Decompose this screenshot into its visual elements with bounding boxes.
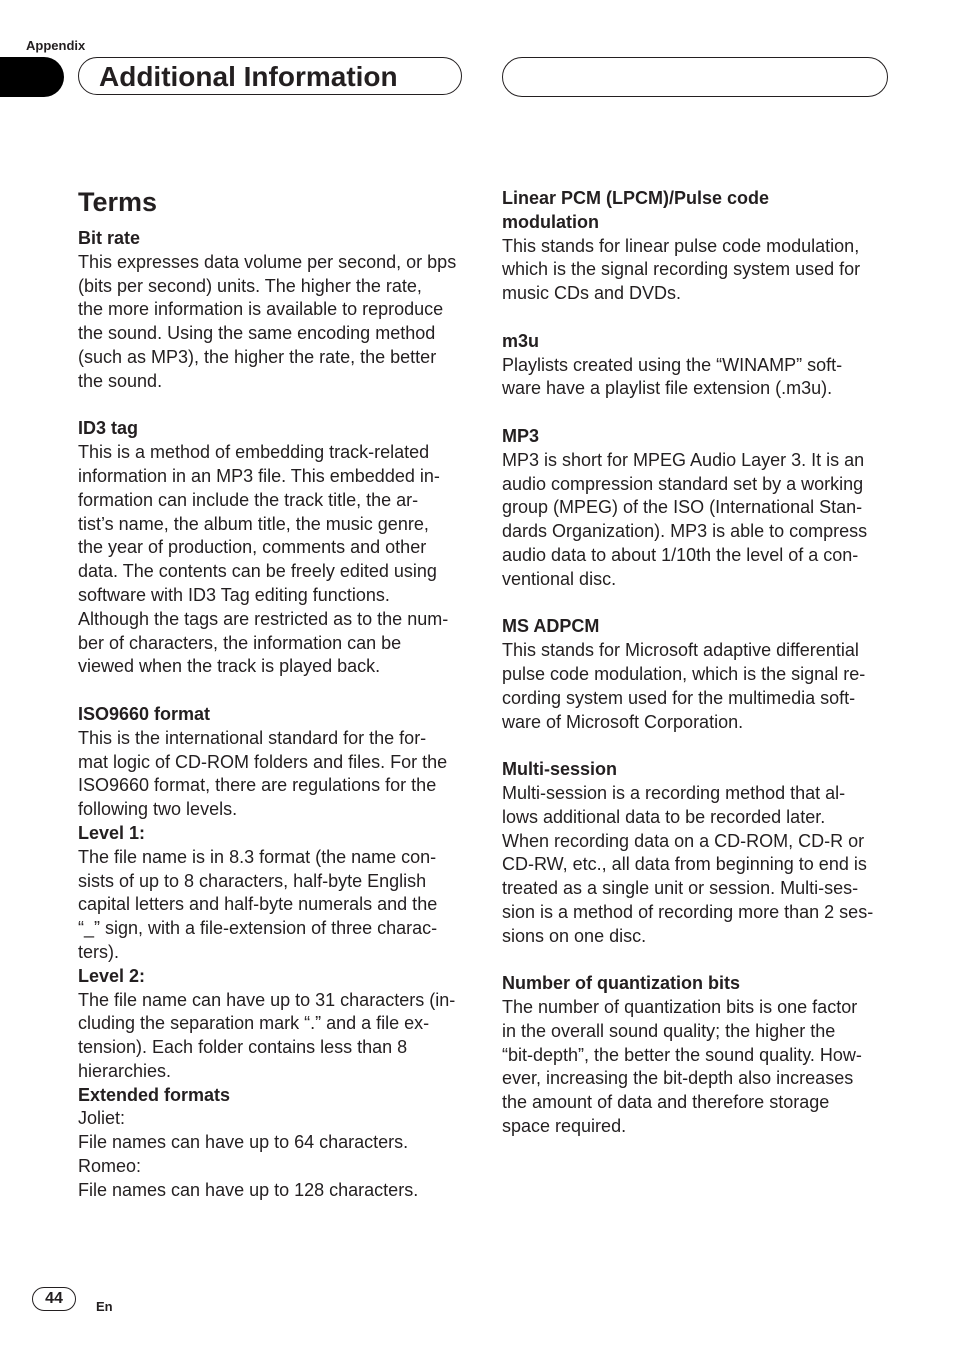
definition-line: ware have a playlist file extension (.m3u). — [502, 378, 833, 399]
definition-line: audio data to about 1/10th the level of a con- — [502, 544, 859, 565]
definition-line: the sound. Using the same encoding method — [78, 323, 436, 344]
left-entries — [78, 227, 468, 1203]
definition-line: software with ID3 Tag editing functions. — [78, 584, 390, 605]
glossary-entry — [502, 758, 892, 948]
definition-line: The file name is in 8.3 format (the name con- — [78, 846, 437, 867]
glossary-entry — [502, 425, 892, 592]
term-title — [502, 330, 892, 354]
glossary-entry — [78, 227, 468, 394]
subterm-definition — [78, 989, 468, 1084]
definition-line: the year of production, comments and other — [78, 537, 427, 558]
definition-line: sions on one disc. — [502, 925, 647, 946]
term-title — [502, 187, 892, 235]
definition-line: “bit-depth”, the better the sound quality. How- — [502, 1044, 862, 1065]
definition-line: When recording data on a CD-ROM, CD-R or — [502, 830, 865, 851]
definition-line: This stands for Microsoft adaptive differential — [502, 640, 859, 661]
definition-line: the more information is available to reproduce — [78, 299, 444, 320]
definition-line: pulse code modulation, which is the signal re- — [502, 663, 866, 684]
definition-line: space required. — [502, 1116, 627, 1137]
term-title-line: Multi-session — [502, 759, 618, 780]
definition-line: “_” sign, with a file-extension of three charac- — [78, 918, 438, 939]
definition-line: in the overall sound quality; the higher the — [502, 1020, 836, 1041]
definition-line: capital letters and half-byte numerals and the — [78, 894, 438, 915]
term-title: Bit rate — [78, 228, 141, 248]
definition-line: ware of Microsoft Corporation. — [502, 711, 744, 732]
glossary-entry — [502, 330, 892, 401]
definition-line: formation can include the track title, the ar- — [78, 489, 419, 510]
term-definition — [502, 996, 892, 1139]
term-definition — [78, 727, 468, 822]
definition-line: treated as a single unit or session. Multi-ses- — [502, 878, 859, 899]
term-definition — [502, 354, 892, 402]
definition-line: sion is a method of recording more than 2 ses- — [502, 901, 874, 922]
title-box — [78, 57, 462, 95]
definition-line: lows additional data to be recorded later. — [502, 806, 826, 827]
definition-line: dards Organization). MP3 is able to compress — [502, 521, 868, 542]
term-title — [502, 972, 892, 996]
definition-line: (bits per second) units. The higher the rate, — [78, 275, 422, 296]
subterm-title: Level 1: — [78, 822, 146, 843]
definition-line: ever, increasing the bit-depth also increases — [502, 1068, 854, 1089]
definition-line: Playlists created using the “WINAMP” soft- — [502, 354, 843, 375]
term-definition — [502, 782, 892, 949]
definition-line: Although the tags are restricted as to the num- — [78, 608, 449, 629]
definition-line: data. The contents can be freely edited using — [78, 561, 437, 582]
spacer — [502, 401, 892, 425]
definition-line: The number of quantization bits is one factor — [502, 997, 858, 1018]
definition-line: mat logic of CD-ROM folders and files. For the — [78, 751, 448, 772]
subterm-definition — [78, 1107, 468, 1202]
definition-line: tension). Each folder contains less than 8 — [78, 1037, 408, 1058]
definition-line: This is the international standard for the for- — [78, 727, 427, 748]
term-title-line: Linear PCM (LPCM)/Pulse code — [502, 188, 770, 208]
terms-heading: Terms — [78, 187, 158, 217]
term-title-line: modulation — [502, 211, 599, 232]
spacer — [502, 734, 892, 758]
right-entries — [502, 187, 892, 1139]
definition-line: MP3 is short for MPEG Audio Layer 3. It is an — [502, 449, 865, 470]
term-title — [502, 758, 892, 782]
definition-line: Multi-session is a recording method that al- — [502, 782, 846, 803]
term-title-line: MP3 — [502, 425, 540, 446]
definition-line: The file name can have up to 31 characters (in- — [78, 989, 456, 1010]
term-title-line: m3u — [502, 330, 540, 351]
definition-line: Joliet: — [78, 1108, 126, 1129]
definition-line: the amount of data and therefore storage — [502, 1092, 830, 1113]
definition-line: which is the signal recording system used for — [502, 259, 861, 280]
glossary-entry — [502, 615, 892, 734]
definition-line: cording system used for the multimedia soft- — [502, 687, 856, 708]
term-definition — [502, 449, 892, 592]
definition-line: (such as MP3), the higher the rate, the better — [78, 346, 437, 367]
definition-line: information in an MP3 file. This embedded in- — [78, 465, 440, 486]
term-title: ID3 tag — [78, 418, 139, 439]
term-title-line: MS ADPCM — [502, 616, 600, 637]
definition-line: hierarchies. — [78, 1060, 172, 1081]
term-definition — [78, 251, 468, 394]
definition-line: viewed when the track is played back. — [78, 656, 381, 677]
subterm-title: Extended formats — [78, 1084, 231, 1105]
spacer — [502, 949, 892, 973]
definition-line: This stands for linear pulse code modulation, — [502, 235, 860, 256]
page-number: 44 — [32, 1287, 76, 1311]
definition-line: ber of characters, the information can be — [78, 632, 402, 653]
definition-line: File names can have up to 64 characters. — [78, 1132, 409, 1153]
right-column — [502, 187, 892, 1139]
glossary-entry — [502, 187, 892, 306]
definition-line: ISO9660 format, there are regulations for the — [78, 775, 437, 796]
term-title-line: Number of quantization bits — [502, 973, 740, 994]
spacer — [78, 679, 468, 703]
section-label: Appendix — [26, 38, 86, 53]
definition-line: audio compression standard set by a working — [502, 473, 864, 494]
page-title: Additional Information — [99, 61, 398, 92]
glossary-entry — [78, 417, 468, 679]
definition-line: Romeo: — [78, 1156, 142, 1177]
term-title — [502, 615, 892, 639]
term-title: ISO9660 format — [78, 703, 211, 724]
definition-line: group (MPEG) of the ISO (International Stan- — [502, 497, 863, 518]
term-definition — [502, 235, 892, 306]
definition-line: tist’s name, the album title, the music genre, — [78, 513, 429, 534]
spacer — [502, 306, 892, 330]
empty-title-box — [502, 57, 888, 97]
definition-line: File names can have up to 128 characters. — [78, 1179, 419, 1200]
term-definition — [78, 441, 468, 679]
definition-line: following two levels. — [78, 799, 238, 820]
definition-line: music CDs and DVDs. — [502, 283, 682, 304]
subterm-definition — [78, 846, 468, 965]
glossary-entry — [502, 972, 892, 1139]
definition-line: This is a method of embedding track-related — [78, 442, 430, 463]
definition-line: cluding the separation mark “.” and a file ex- — [78, 1013, 430, 1034]
spacer — [502, 592, 892, 616]
term-definition — [502, 639, 892, 734]
subterm-title: Level 2: — [78, 965, 146, 986]
definition-line: This expresses data volume per second, or bps — [78, 251, 457, 272]
definition-line: ventional disc. — [502, 568, 617, 589]
definition-line: CD-RW, etc., all data from beginning to end is — [502, 854, 867, 875]
left-column — [78, 185, 468, 1203]
definition-line: sists of up to 8 characters, half-byte English — [78, 870, 427, 891]
language-label: En — [96, 1299, 113, 1314]
definition-line: ters). — [78, 941, 120, 962]
glossary-entry — [78, 703, 468, 1203]
section-tab-marker — [0, 57, 64, 97]
spacer — [78, 394, 468, 418]
definition-line: the sound. — [78, 370, 163, 391]
term-title — [502, 425, 892, 449]
